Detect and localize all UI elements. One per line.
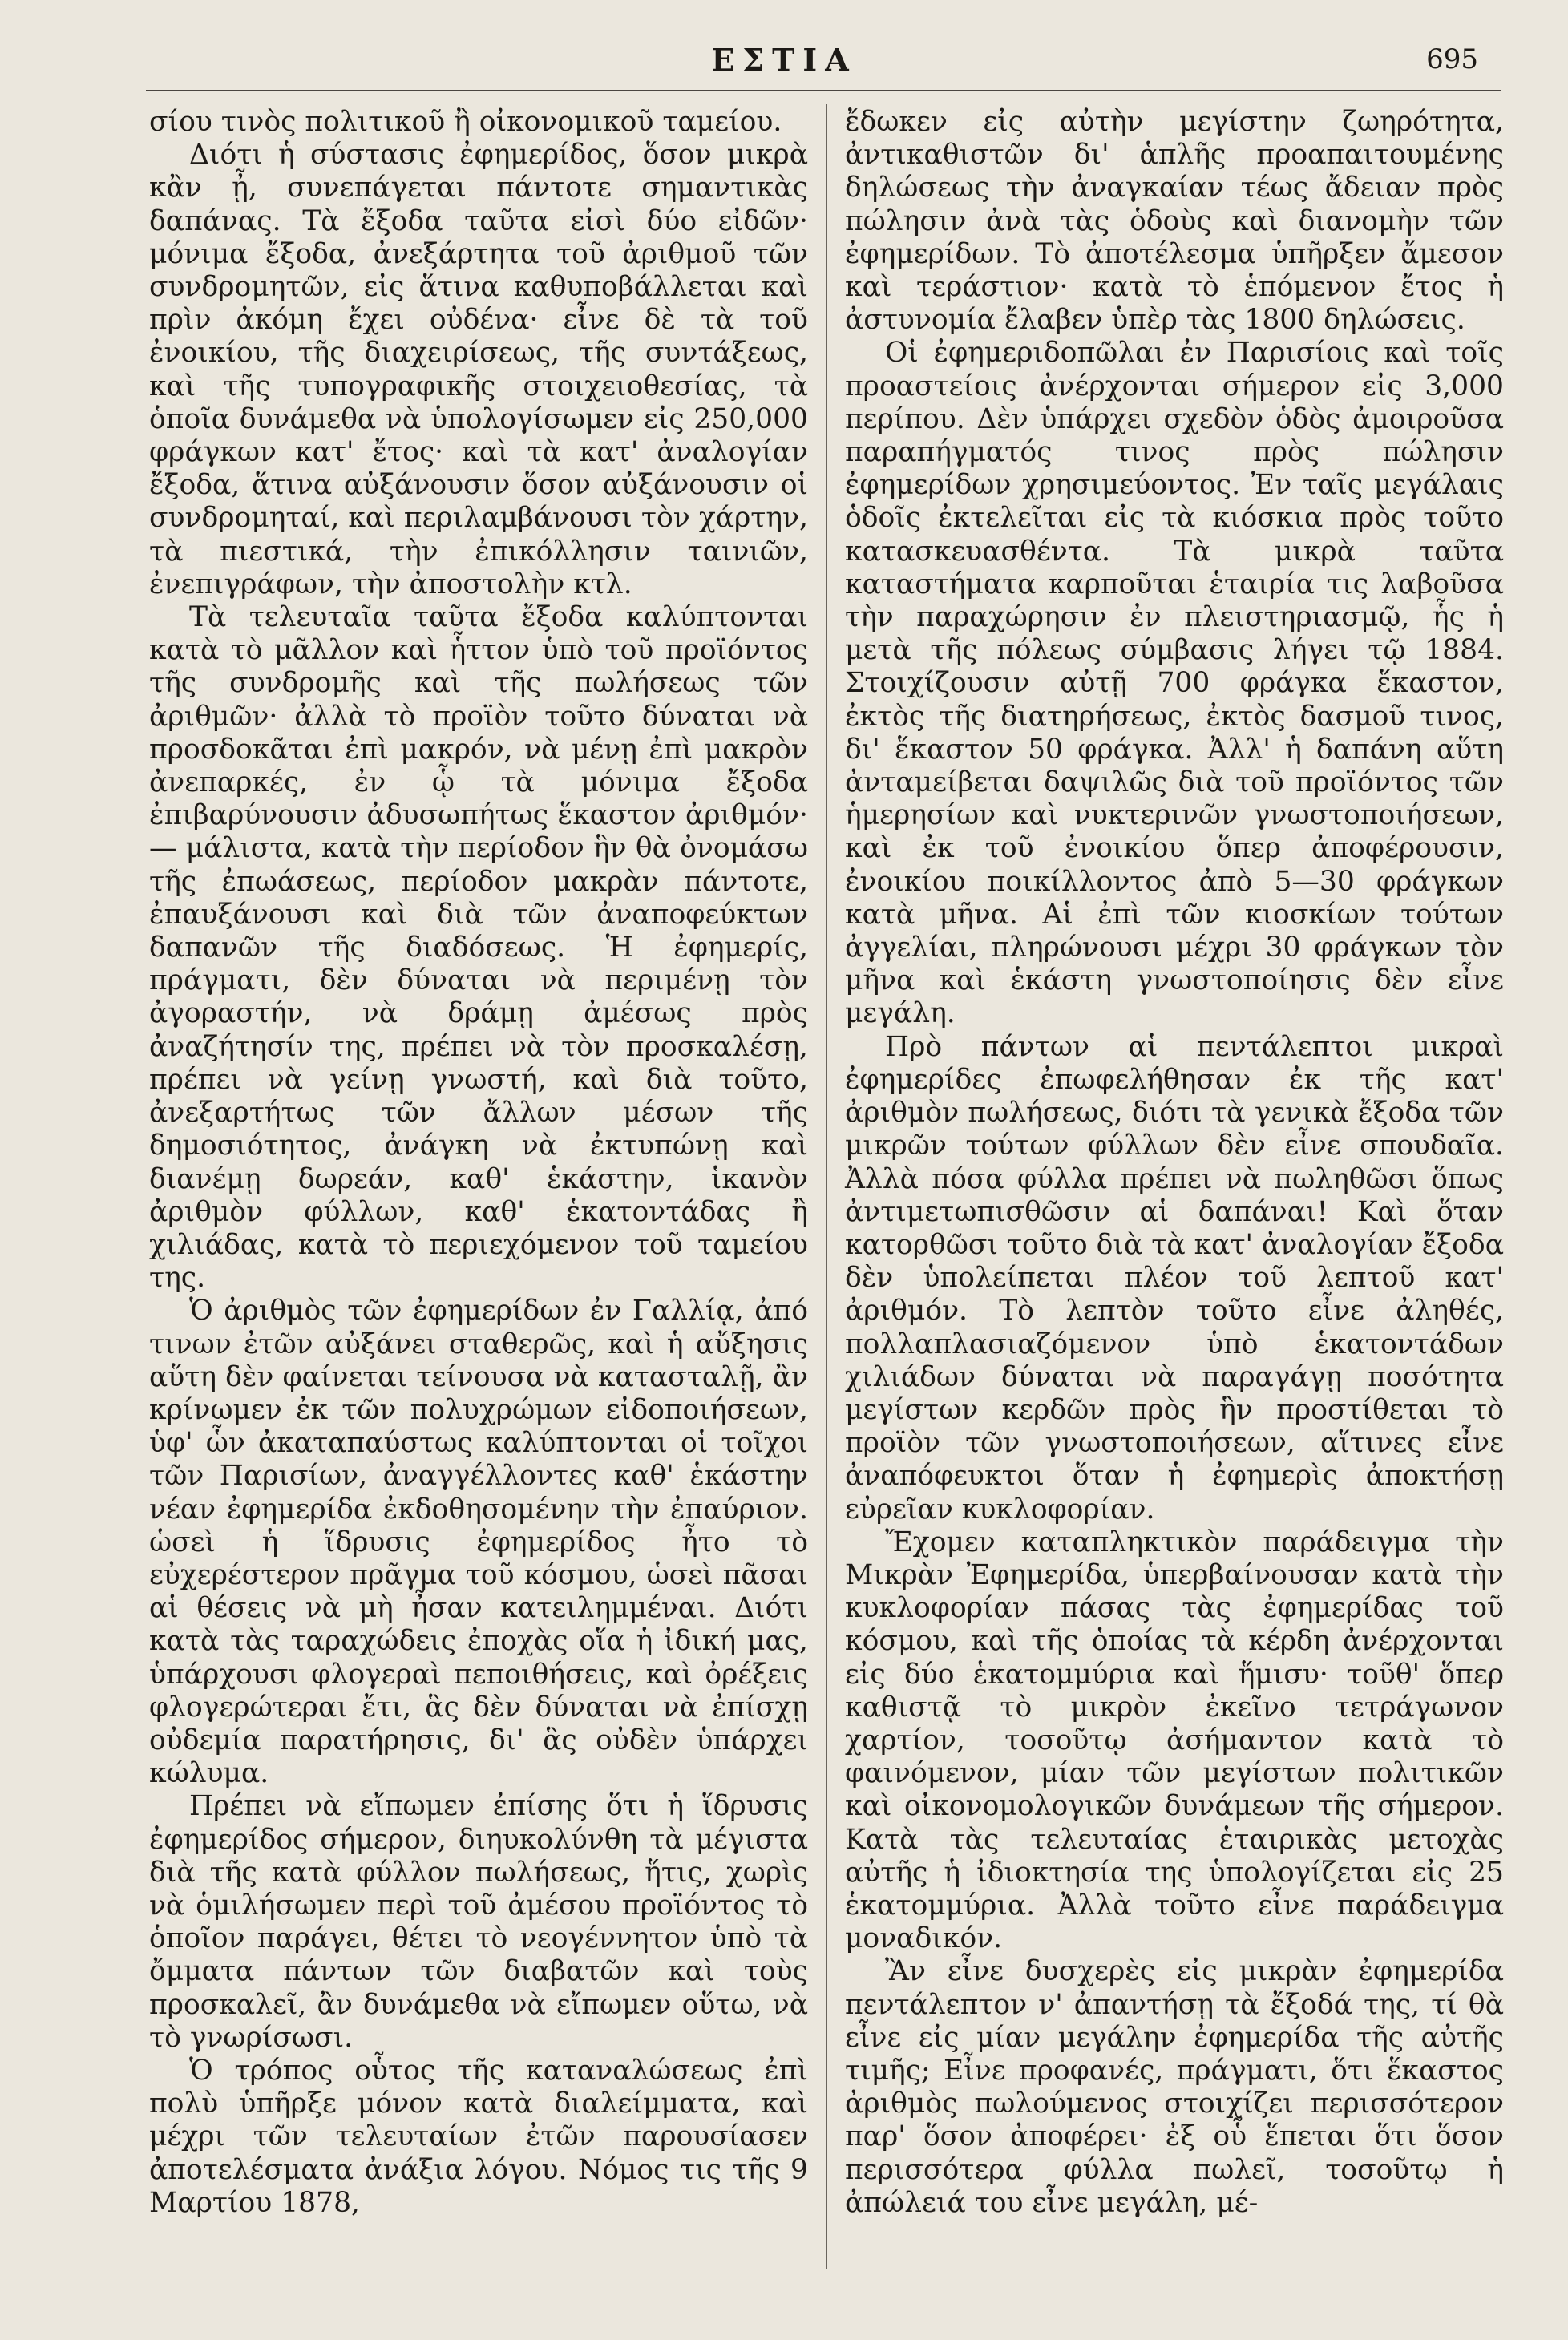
paragraph: Ὁ ἀριθμὸς τῶν ἐφημερίδων ἐν Γαλλίᾳ, ἀπό τινων ἐτῶν αὐξάνει σταθερῶς, καὶ ἡ αὔξησις αὕτη δὲν φαίνεται τείνουσα νὰ κατασταλῇ, ἂν κρίνωμεν ἐκ τῶν πολυχρώμων εἰδοποιήσεων, ὑφ' ὧν ἀκαταπαύστως καλύπτονται οἱ τοῖχοι τῶν Παρισίων, ἀναγγέλλοντες καθ' ἑκάστην νέαν ἐφημερίδα ἐκδοθησομένην τὴν ἐπαύριον. ὡσεὶ ἡ ἵδρυσις ἐφημερίδος ἦτο τὸ εὐχερέστερον πρᾶγμα τοῦ κόσμου, ὡσεὶ πᾶσαι αἱ θέσεις νὰ μὴ ἦσαν κατειλημμέναι. Διότι κατὰ τὰς ταραχώδεις ἐποχὰς οἵα ἡ ἰδική μας, ὑπάρχουσι φλογεραὶ πεποιθήσεις, καὶ ὀρέξεις φλογερώτεραι ἔτι, ἃς δὲν δύναται νὰ ἐπίσχῃ οὐδεμία παρατήρησις, δι' ἃς οὐδὲν ὑπάρχει κώλυμα.	[149, 1295, 808, 1790]
header-rule	[146, 90, 1501, 91]
column-divider	[826, 104, 827, 2269]
paragraph: ἔδωκεν εἰς αὐτὴν μεγίστην ζωηρότητα, ἀντικαθιστῶν δι' ἁπλῆς προαπαιτουμένης δηλώσεως τὴν ἀναγκαίαν τέως ἄδειαν πρὸς πώλησιν ἀνὰ τὰς ὁδοὺς καὶ διανομὴν τῶν ἐφημερίδων. Τὸ ἀποτέλεσμα ὑπῆρξεν ἄμεσον καὶ τεράστιον· κατὰ τὸ ἑπόμενον ἔτος ἡ ἀστυνομία ἔλαβεν ὑπὲρ τὰς 1800 δηλώσεις.	[845, 106, 1504, 337]
paragraph: Πρὸ πάντων αἱ πεντάλεπτοι μικραὶ ἐφημερίδες ἐπωφελήθησαν ἐκ τῆς κατ' ἀριθμὸν πωλήσεως, διότι τὰ γενικὰ ἔξοδα τῶν μικρῶν τούτων φύλλων δὲν εἶνε σπουδαῖα. Ἀλλὰ πόσα φύλλα πρέπει νὰ πωληθῶσι ὅπως ἀντιμετωπισθῶσιν αἱ δαπάναι! Καὶ ὅταν κατορθῶσι τοῦτο διὰ τὰ κατ' ἀναλογίαν ἔξοδα δὲν ὑπολείπεται πλέον τοῦ λεπτοῦ κατ' ἀριθμόν. Τὸ λεπτὸν τοῦτο εἶνε ἀληθές, πολλαπλασιαζόμενον ὑπὸ ἑκατοντάδων χιλιάδων δύναται νὰ παραγάγῃ ποσότητα μεγίστων κερδῶν πρὸς ἣν προστίθεται τὸ προϊὸν τῶν γνωστοποιήσεων, αἵτινες εἶνε ἀναπόφευκτοι ὅταν ἡ ἐφημερὶς ἀποκτήσῃ εὐρεῖαν κυκλοφορίαν.	[845, 1030, 1504, 1526]
paragraph: Ὁ τρόπος οὗτος τῆς καταναλώσεως ἐπὶ πολὺ ὑπῆρξε μόνον κατὰ διαλείμματα, καὶ μέχρι τῶν τελευταίων ἐτῶν παρουσίασεν ἀποτελέσματα ἀνάξια λόγου. Νόμος τις τῆς 9 Μαρτίου 1878,	[149, 2054, 808, 2219]
paragraph: Πρέπει νὰ εἴπωμεν ἐπίσης ὅτι ἡ ἵδρυσις ἐφημερίδος σήμερον, διηυκολύνθη τὰ μέγιστα διὰ τῆς κατὰ φύλλον πωλήσεως, ἥτις, χωρὶς νὰ ὁμιλήσωμεν περὶ τοῦ ἀμέσου προϊόντος τὸ ὁποῖον παράγει, θέτει τὸ νεογέννητον ὑπὸ τὰ ὄμματα πάντων τῶν διαβατῶν καὶ τοὺς προσκαλεῖ, ἂν δυνάμεθα νὰ εἴπωμεν οὕτω, νὰ τὸ γνωρίσωσι.	[149, 1790, 808, 2054]
paragraph: Διότι ἡ σύστασις ἐφημερίδος, ὅσον μικρὰ κἂν ᾖ, συνεπάγεται πάντοτε σημαντικὰς δαπάνας. Τὰ ἔξοδα ταῦτα εἰσὶ δύο εἰδῶν· μόνιμα ἔξοδα, ἀνεξάρτητα τοῦ ἀριθμοῦ τῶν συνδρομητῶν, εἰς ἅτινα καθυποβάλλεται καὶ πρὶν ἀκόμη ἔχει οὐδένα· εἶνε δὲ τὰ τοῦ ἐνοικίου, τῆς διαχειρίσεως, τῆς συντάξεως, καὶ τῆς τυπογραφικῆς στοιχειοθεσίας, τὰ ὁποῖα δυνάμεθα νὰ ὑπολογίσωμεν εἰς 250,000 φράγκων κατ' ἔτος· καὶ τὰ κατ' ἀναλογίαν ἔξοδα, ἅτινα αὐξάνουσιν ὅσον αὐξάνουσιν οἱ συνδρομηταί, καὶ περιλαμβάνουσι τὸν χάρτην, τὰ πιεστικά, τὴν ἐπικόλλησιν ταινιῶν, ἐνεπιγράφων, τὴν ἀποστολὴν κτλ.	[149, 139, 808, 600]
running-head	[0, 35, 1568, 83]
paragraph: Ἂν εἶνε δυσχερὲς εἰς μικρὰν ἐφημερίδα πεντάλεπτον ν' ἀπαντήσῃ τὰ ἔξοδά της, τί θὰ εἶνε εἰς μίαν μεγάλην ἐφημερίδα τῆς αὐτῆς τιμῆς; Εἶνε προφανές, πράγματι, ὅτι ἕκαστος ἀριθμὸς πωλούμενος στοιχίζει περισσότερον παρ' ὅσον ἀποφέρει· ἐξ οὗ ἕπεται ὅτι ὅσον περισσότερα φύλλα πωλεῖ, τοσοῦτῳ ἡ ἀπώλειά του εἶνε μεγάλη, μέ-	[845, 1955, 1504, 2219]
left-column	[149, 106, 808, 2220]
page-number: 695	[1426, 43, 1478, 75]
paragraph: Ἔχομεν καταπληκτικὸν παράδειγμα τὴν Μικρὰν Ἐφημερίδα, ὑπερβαίνουσαν κατὰ τὴν κυκλοφορίαν πάσας τὰς ἐφημερίδας τοῦ κόσμου, καὶ τῆς ὁποίας τὰ κέρδη ἀνέρχονται εἰς δύο ἑκατομμύρια καὶ ἥμισυ· τοῦθ' ὅπερ καθιστᾷ τὸ μικρὸν ἐκεῖνο τετράγωνον χαρτίον, τοσοῦτῳ ἀσήμαντον κατὰ τὸ φαινόμενον, μίαν τῶν μεγίστων πολιτικῶν καὶ οἰκονομολογικῶν δυνάμεων τῆς σήμερον. Κατὰ τὰς τελευταίας ἑταιρικὰς μετοχὰς αὐτῆς ἡ ἰδιοκτησία της ὑπολογίζεται εἰς 25 ἑκατομμύρια. Ἀλλὰ τοῦτο εἶνε παράδειγμα μοναδικόν.	[845, 1526, 1504, 1955]
running-title: ΕΣΤΙΑ	[711, 42, 857, 78]
paragraph: Οἱ ἐφημεριδοπῶλαι ἐν Παρισίοις καὶ τοῖς προαστείοις ἀνέρχονται σήμερον εἰς 3,000 περίπου. Δὲν ὑπάρχει σχεδὸν ὁδὸς ἀμοιροῦσα παραπήγματός τινος πρὸς πώλησιν ἐφημερίδων χρησιμεύοντος. Ἐν ταῖς μεγάλαις ὁδοῖς ἐκτελεῖται εἰς τὰ κιόσκια πρὸς τοῦτο κατασκευασθέντα. Τὰ μικρὰ ταῦτα καταστήματα καρποῦται ἑταιρία τις λαβοῦσα τὴν παραχώρησιν ἐν πλειστηριασμῷ, ἧς ἡ μετὰ τῆς πόλεως σύμβασις λήγει τῷ 1884. Στοιχίζουσιν αὐτῇ 700 φράγκα ἕκαστον, ἐκτὸς τῆς διατηρήσεως, ἐκτὸς δασμοῦ τινος, δι' ἕκαστον 50 φράγκα. Ἀλλ' ἡ δαπάνη αὕτη ἀνταμείβεται δαψιλῶς διὰ τοῦ προϊόντος τῶν ἡμερησίων καὶ νυκτερινῶν γνωστοποιήσεων, καὶ ἐκ τοῦ ἐνοικίου ὅπερ ἀποφέρουσιν, ἐνοικίου ποικίλλοντος ἀπὸ 5—30 φράγκων κατὰ μῆνα. Αἱ ἐπὶ τῶν κιοσκίων τούτων ἀγγελίαι, πληρώνουσι μέχρι 30 φράγκων τὸν μῆνα καὶ ἑκάστη γνωστοποίησις δὲν εἶνε μεγάλη.	[845, 337, 1504, 1030]
paragraph: σίου τινὸς πολιτικοῦ ἢ οἰκονομικοῦ ταμείου.	[149, 106, 782, 138]
paragraph: Τὰ τελευταῖα ταῦτα ἔξοδα καλύπτονται κατὰ τὸ μᾶλλον καὶ ἧττον ὑπὸ τοῦ προϊόντος τῆς συνδρομῆς καὶ τῆς πωλήσεως τῶν ἀριθμῶν· ἀλλὰ τὸ προϊὸν τοῦτο δύναται νὰ προσδοκᾶται ἐπὶ μακρόν, νὰ μένῃ ἐπὶ μακρὸν ἀνεπαρκές, ἐν ᾧ τὰ μόνιμα ἔξοδα ἐπιβαρύνουσιν ἀδυσωπήτως ἕκαστον ἀριθμόν· — μάλιστα, κατὰ τὴν περίοδον ἣν θὰ ὀνομάσω τῆς ἐπωάσεως, περίοδον μακρὰν πάντοτε, ἐπαυξάνουσι καὶ διὰ τῶν ἀναποφεύκτων δαπανῶν τῆς διαδόσεως. Ἡ ἐφημερίς, πράγματι, δὲν δύναται νὰ περιμένῃ τὸν ἀγοραστήν, νὰ δράμῃ ἀμέσως πρὸς ἀναζήτησίν της, πρέπει νὰ τὸν προσκαλέσῃ, πρέπει νὰ γείνῃ γνωστή, καὶ διὰ τοῦτο, ἀνεξαρτήτως τῶν ἄλλων μέσων τῆς δημοσιότητος, ἀνάγκη νὰ ἐκτυπώνῃ καὶ διανέμῃ δωρεάν, καθ' ἑκάστην, ἱκανὸν ἀριθμὸν φύλλων, καθ' ἑκατοντάδας ἢ χιλιάδας, κατὰ τὸ περιεχόμενον τοῦ ταμείου της.	[149, 601, 808, 1295]
right-column	[845, 106, 1504, 2220]
